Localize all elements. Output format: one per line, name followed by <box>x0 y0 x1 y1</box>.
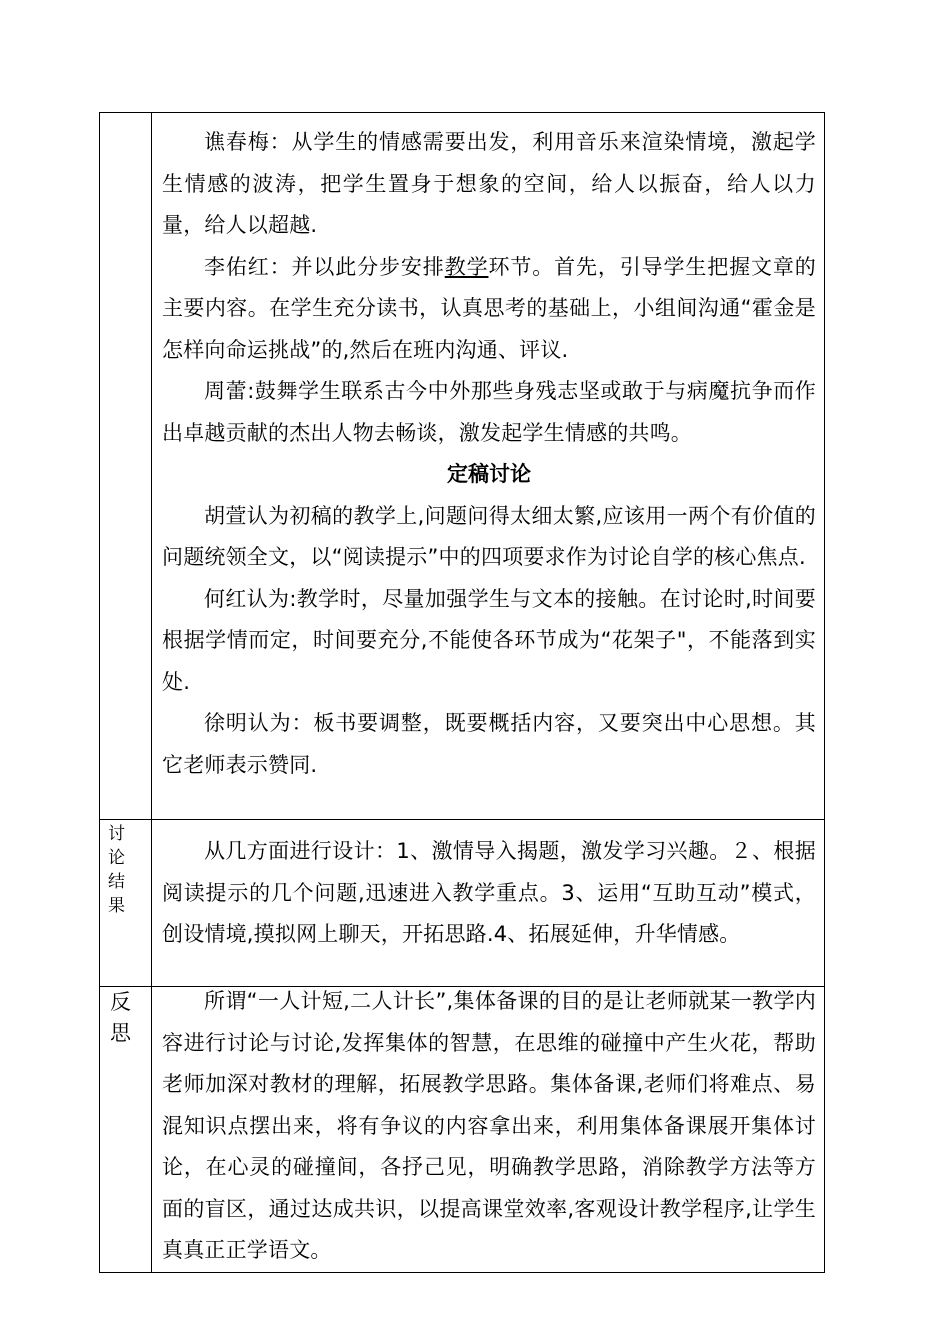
lesson-prep-table <box>99 112 825 1273</box>
result-row <box>100 820 825 987</box>
reflection-content-cell <box>152 987 825 1273</box>
result-text: 从几方面进行设计：1、激情导入揭题，激发学习兴趣。２、根据阅读提示的几个问题,迅速进入教学重点。3、运用“互助互动”模式，创设情境,摸拟网上聊天，开拓思路.4、拓展延伸，升华情感。 <box>162 839 816 946</box>
reflection-label: 反思 <box>110 990 131 1045</box>
paragraph-hu: 胡萱认为初稿的教学上,问题问得太细太繁,应该用一两个有价值的问题统领全文，以“阅读提示”中的四项要求作为讨论自学的核心焦点. <box>162 503 816 569</box>
reflection-text: 所谓“一人计短,二人计长”,集体备课的目的是让老师就某一教学内容进行讨论与讨论,发挥集体的智慧，在思维的碰撞中产生火花，帮助老师加深对教材的理解，拓展教学思路。集体备课,老师们将难点、易混知识点摆出来，将有争议的内容拿出来，利用集体备课展开集体讨论，在心灵的碰撞间，各抒己见，明确教学思路，消除教学方法等方面的盲区，通过达成共识，以提高课堂效率,客观设计教学程序,让学生真真正正学语文。 <box>162 989 816 1262</box>
reflection-label-cell <box>100 987 152 1273</box>
result-content-cell <box>152 820 825 987</box>
paragraph-qiao: 谯春梅：从学生的情感需要出发，利用音乐来渲染情境，激起学生情感的波涛，把学生置身于想象的空间，给人以振奋，给人以力量，给人以超越. <box>162 130 816 237</box>
discussion-label-cell <box>100 113 152 820</box>
result-label: 讨论结果 <box>108 824 125 916</box>
reflection-row <box>100 987 825 1273</box>
paragraph-li-start: 李佑红：并以此分步安排 <box>204 254 445 279</box>
discussion-row <box>100 113 825 820</box>
paragraph-xu: 徐明认为：板书要调整，既要概括内容，又要突出中心思想。其它老师表示赞同. <box>162 711 816 777</box>
paragraph-he: 何红认为:教学时，尽量加强学生与文本的接触。在讨论时,时间要根据学情而定，时间要充分,不能使各环节成为“花架子"，不能落到实处. <box>162 586 816 694</box>
result-label-cell <box>100 820 152 987</box>
paragraph-li-rest: 环节。首先，引导学生把握文章的主要内容。在学生充分读书，认真思考的基础上，小组间沟通“霍金是怎样向命运挑战”的,然后在班内沟通、评议. <box>162 254 817 362</box>
paragraph-li <box>162 247 816 372</box>
discussion-content-cell <box>152 113 825 820</box>
underlined-text: 教学 <box>444 254 489 279</box>
final-discussion-title: 定稿讨论 <box>447 462 531 486</box>
paragraph-zhou: 周蕾:鼓舞学生联系古今中外那些身残志坚或敢于与病魔抗争而作出卓越贡献的杰出人物去畅谈，激发起学生情感的共鸣。 <box>162 379 816 445</box>
